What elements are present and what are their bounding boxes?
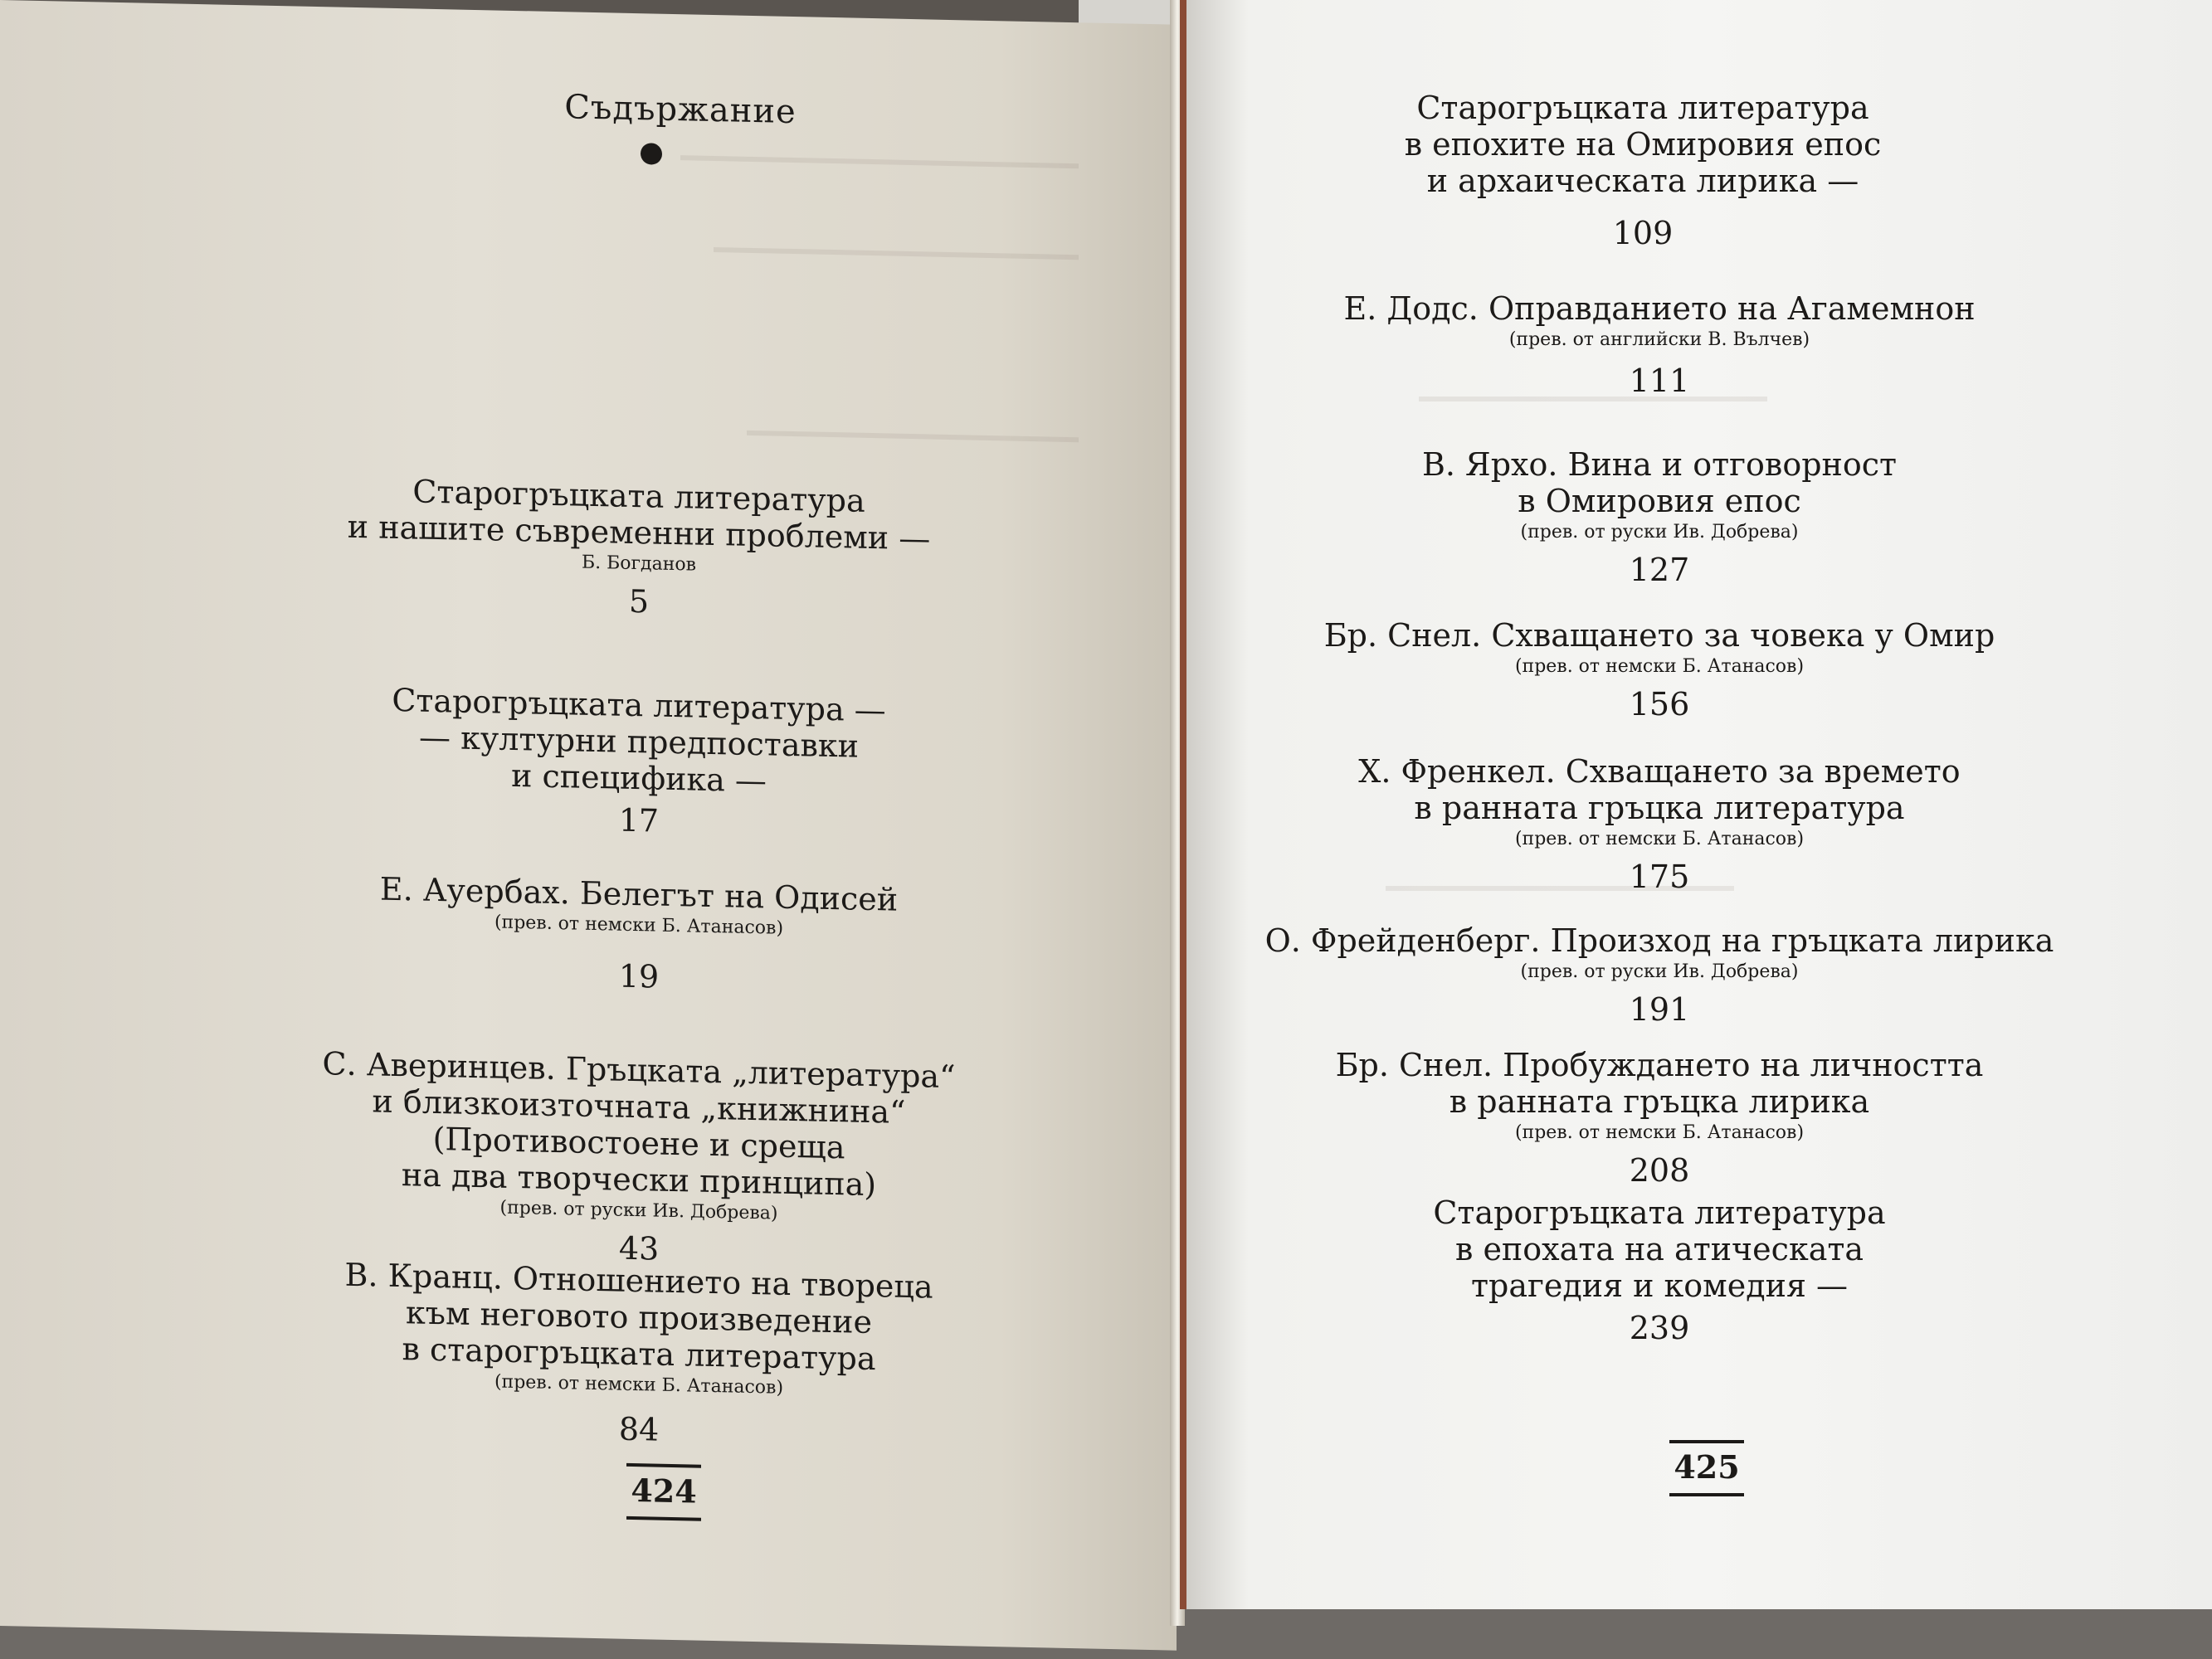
page-number: 156 (1629, 686, 1690, 722)
toc-entry (1294, 290, 2024, 400)
entry-line: С. Аверинцев. Гръцката „литература“ (322, 1045, 956, 1096)
right-page (1180, 0, 2212, 1609)
toc-entry (1261, 922, 2058, 1029)
page-number: 208 (1629, 1152, 1690, 1189)
entry-title: Бр. Снел. Схващането за човека у Омир (1323, 617, 1995, 654)
toc-entry (315, 471, 962, 627)
entry-line: В. Ярхо. Вина и отговорност (1421, 446, 1898, 483)
entry-line: в ранната гръцка литература (1414, 790, 1905, 826)
folio-rule-top (1669, 1440, 1744, 1443)
toc-entry (1294, 1047, 2024, 1190)
bleed-through (747, 431, 1079, 442)
toc-entry (315, 869, 962, 1002)
entry-translator: (прев. от руски Ив. Добрева) (1520, 522, 1799, 542)
folio-rule-bottom (626, 1516, 701, 1521)
page-number: 191 (1629, 991, 1690, 1028)
entry-line: в епохата на атическата (1454, 1231, 1864, 1267)
page-number: 239 (1629, 1310, 1690, 1346)
toc-entry (1294, 617, 2024, 723)
entry-title: О. Фрейденберг. Произход на гръцката лирика (1264, 922, 2054, 959)
entry-translator: (прев. от английски В. Вълчев) (1508, 329, 1810, 350)
entry-line: в ранната гръцка лирика (1449, 1083, 1870, 1120)
page-heading: Съдържание (564, 88, 797, 132)
toc-entry (1319, 1194, 2000, 1347)
entry-line: Старогръцката литература — (392, 681, 886, 729)
entry-line: Старогръцката литература (1416, 90, 1869, 126)
page-number: 175 (1629, 859, 1690, 895)
page-number: 17 (618, 801, 660, 839)
entry-line: в епохите на Омировия епос (1404, 126, 1882, 163)
entry-line: на два творчески принципа) (401, 1156, 877, 1204)
bleed-through (680, 155, 1079, 168)
toc-entry (315, 1256, 962, 1455)
entry-line: Старогръцката литература (412, 473, 865, 519)
toc-entry (1319, 446, 2000, 589)
entry-translator: (прев. от немски Б. Атанасов) (1514, 829, 1805, 849)
bleed-through (714, 247, 1079, 260)
entry-translator: (прев. от руски Ив. Добрева) (499, 1197, 778, 1224)
entry-line: Х. Френкел. Схващането за времето (1358, 753, 1961, 790)
entry-line: и архаическата лирика — (1426, 163, 1859, 199)
entry-author: Б. Богданов (581, 552, 697, 576)
entry-translator: (прев. от немски Б. Атанасов) (1514, 656, 1805, 677)
entry-line: Старогръцката литература (1433, 1194, 1886, 1231)
entry-line: и близкоизточната „книжнина“ (372, 1082, 906, 1131)
page-number: 127 (1629, 552, 1690, 588)
folio-rule-bottom (1669, 1493, 1744, 1496)
toc-entry (315, 680, 962, 846)
entry-line: към неговото произведение (406, 1294, 872, 1341)
entry-title: Е. Додс. Оправданието на Агамемнон (1343, 290, 1976, 327)
page-number: 5 (628, 582, 650, 620)
entry-line: Бр. Снел. Пробуждането на личността (1335, 1047, 1984, 1083)
entry-line: — културни предпоставки (419, 718, 859, 765)
page-number: 111 (1629, 362, 1690, 399)
toc-entry (315, 1045, 962, 1274)
entry-translator: (прев. от немски Б. Атанасов) (494, 1371, 784, 1399)
entry-line: и специфика — (511, 757, 767, 800)
page-number: 109 (1612, 215, 1674, 251)
folio-number: 425 (1674, 1448, 1740, 1486)
page-number: 84 (618, 1410, 660, 1448)
folio-number: 424 (631, 1471, 697, 1511)
entry-line: и нашите съвременни проблеми — (347, 508, 931, 557)
toc-entry (1294, 753, 2024, 896)
page-number: 19 (618, 957, 660, 995)
ornament-dot (641, 143, 662, 165)
entry-translator: (прев. от немски Б. Атанасов) (494, 912, 784, 939)
entry-line: в Омировия епос (1518, 483, 1801, 519)
entry-title: Е. Ауербах. Белегът на Одисей (379, 870, 899, 918)
entry-line: в старогръцката литература (402, 1331, 876, 1378)
toc-entry (1319, 90, 1966, 252)
entry-translator: (прев. от руски Ив. Добрева) (1520, 961, 1799, 982)
entry-translator: (прев. от немски Б. Атанасов) (1514, 1122, 1805, 1143)
folio-rule-top (626, 1463, 701, 1468)
page-number: 43 (618, 1229, 660, 1267)
entry-line: (Противостоене и среща (432, 1120, 845, 1166)
entry-line: трагедия и комедия — (1470, 1267, 1849, 1304)
entry-line: В. Кранц. Отношението на твореца (344, 1256, 933, 1306)
